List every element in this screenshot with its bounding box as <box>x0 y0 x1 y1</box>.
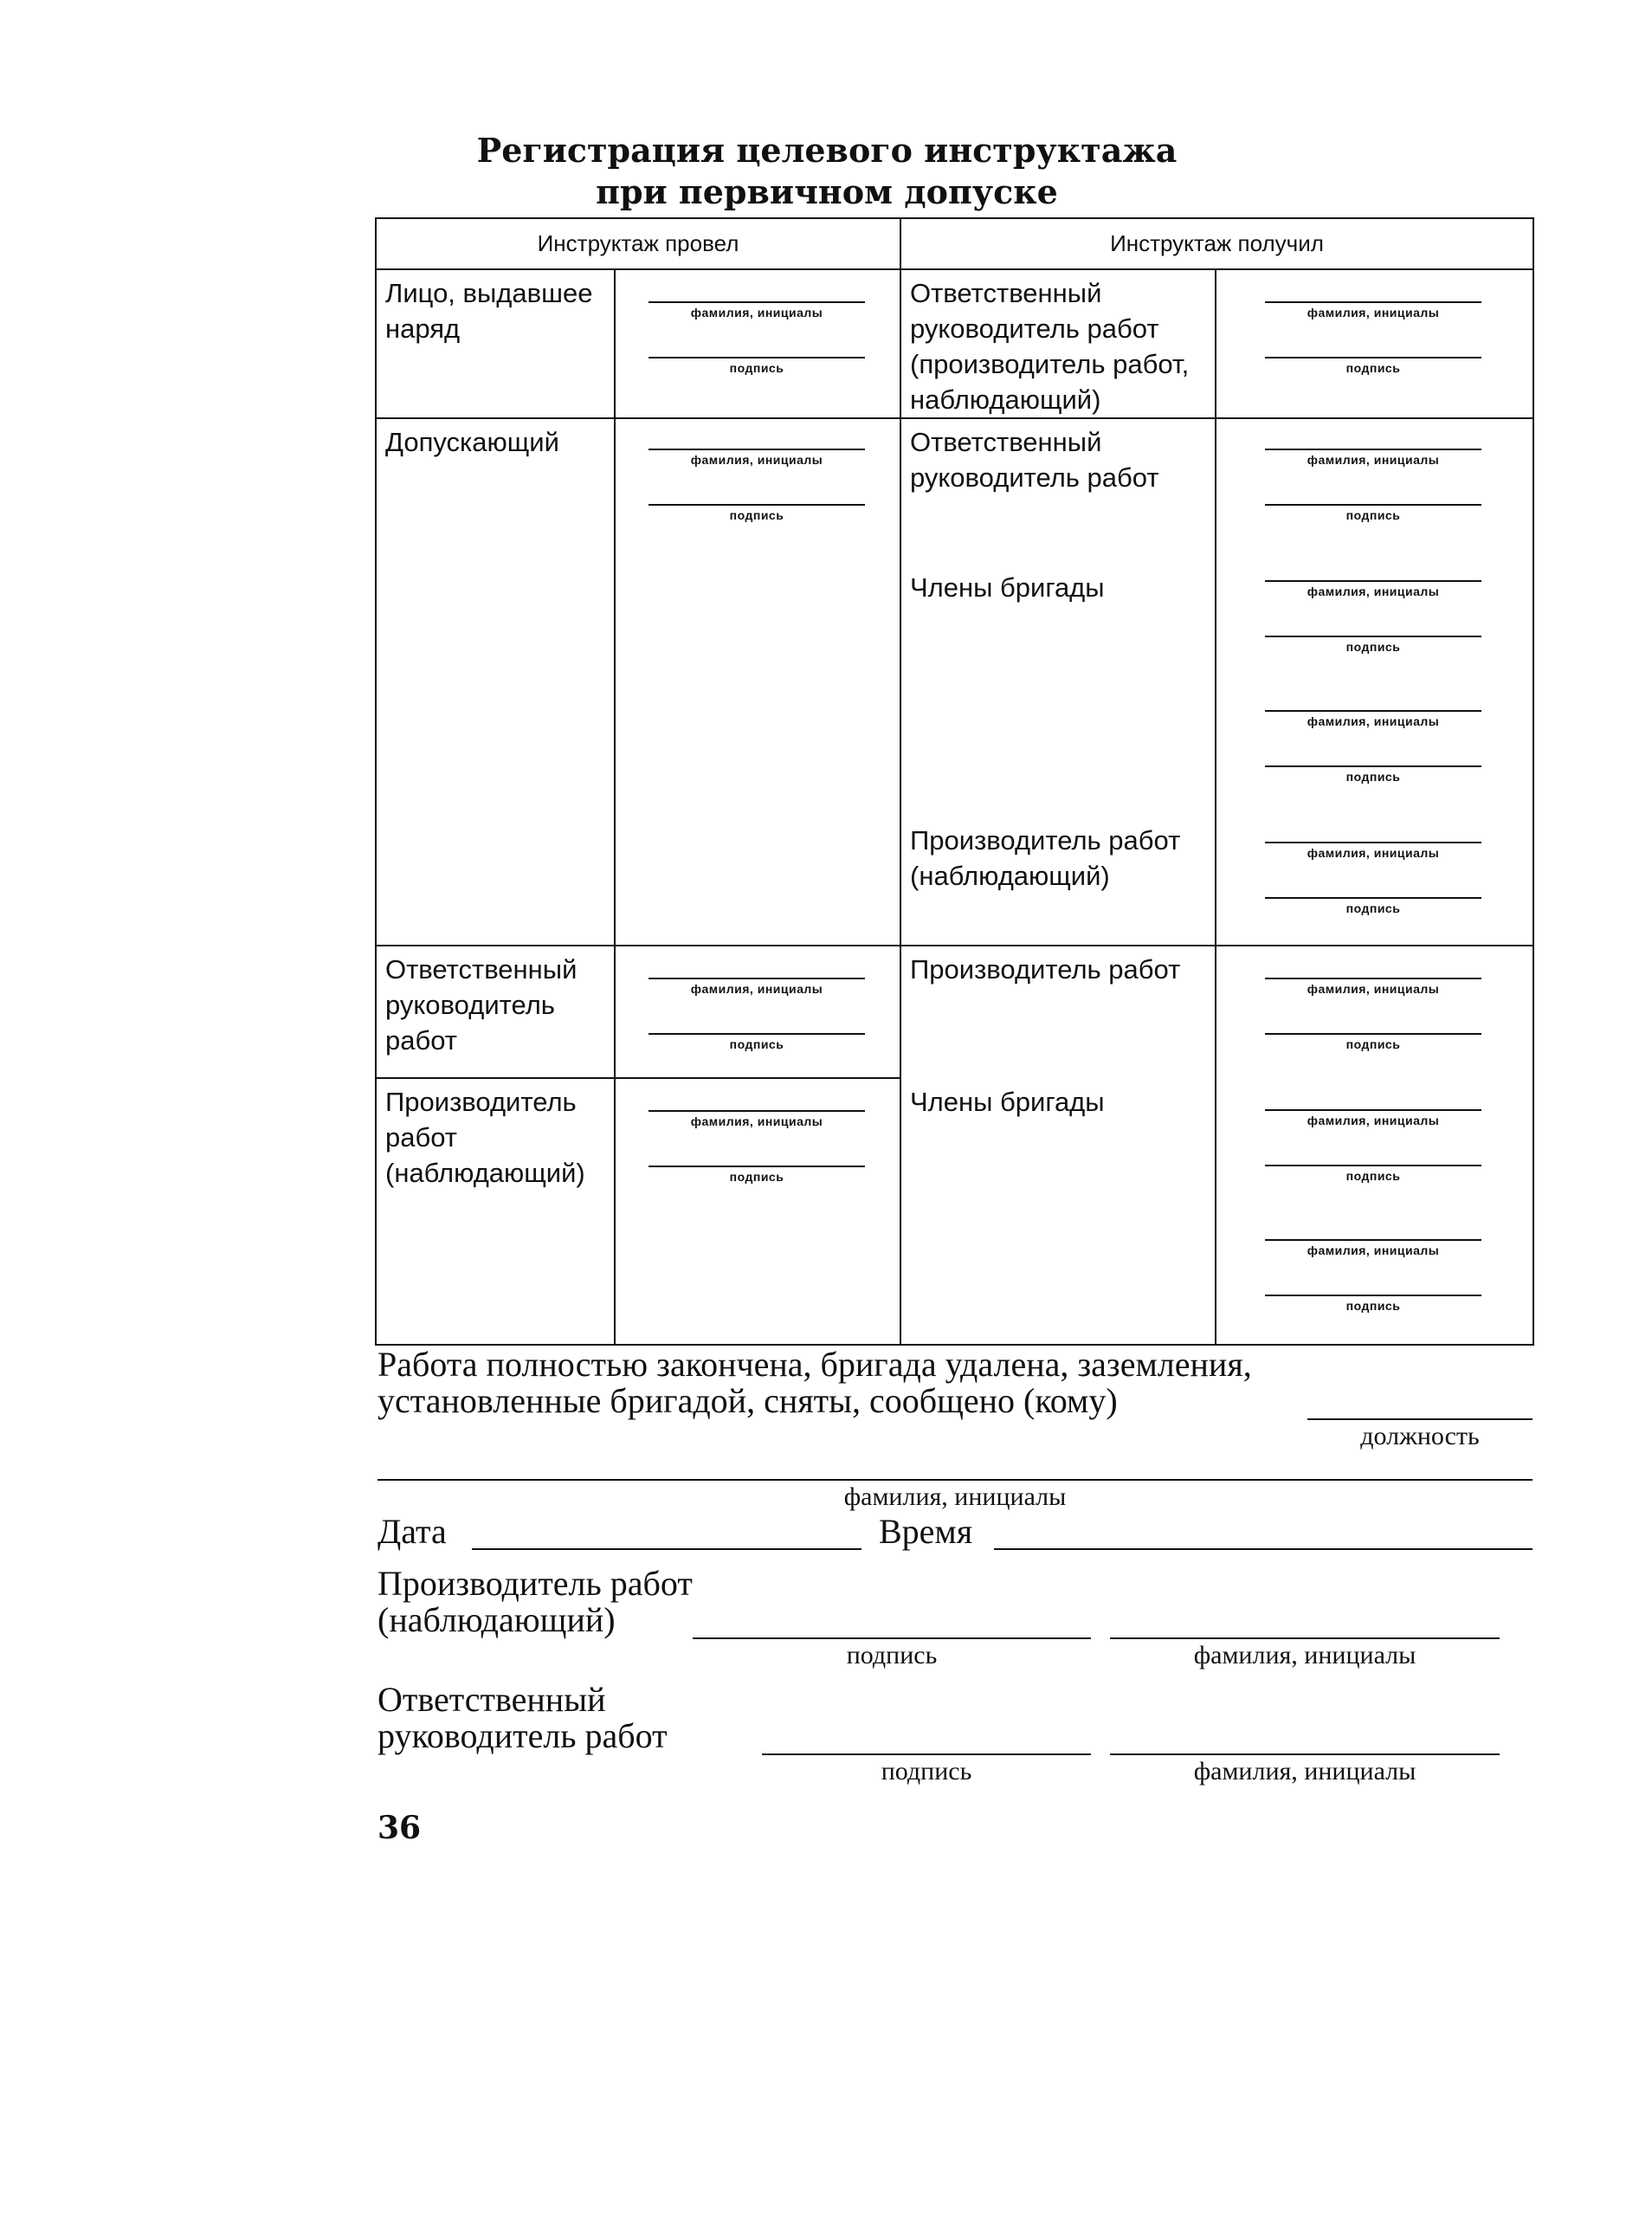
signature-caption: подпись <box>1345 361 1401 375</box>
position-caption: должность <box>1360 1422 1480 1450</box>
fio-caption: фамилия, инициалы <box>690 453 823 467</box>
fio-caption: фамилия, инициалы <box>1307 1243 1440 1257</box>
row1-right-signature-cell <box>1216 269 1533 418</box>
responsible-fio-field[interactable] <box>1110 1721 1500 1786</box>
row2-left-label: Допускающий <box>376 418 615 946</box>
signature-caption: подпись <box>1345 640 1401 654</box>
producer-fio-field[interactable] <box>1110 1605 1500 1670</box>
row3-right-label-1: Производитель работ <box>910 954 1181 985</box>
signature-caption: подпись <box>846 1641 938 1669</box>
signature-caption: подпись <box>1345 508 1401 522</box>
signature-field[interactable] <box>1265 610 1481 670</box>
signature-caption: подпись <box>1345 1037 1401 1051</box>
row2-right-signature-cell <box>1216 418 1533 946</box>
time-field[interactable] <box>994 1514 1533 1550</box>
fio-caption: фамилия, инициалы <box>690 1114 823 1128</box>
signature-caption: подпись <box>729 1037 784 1051</box>
signature-field[interactable] <box>649 478 865 539</box>
fio-field[interactable] <box>649 423 865 483</box>
fio-field[interactable] <box>649 1084 865 1145</box>
fio-field[interactable] <box>1265 423 1481 483</box>
fio-caption: фамилия, инициалы <box>1307 714 1440 728</box>
statement-line-1: Работа полностью закончена, бригада удалена, заземления, <box>378 1345 1252 1384</box>
date-field[interactable] <box>472 1514 861 1550</box>
signature-field[interactable] <box>1265 1139 1481 1199</box>
row3-left-label-2: Производитель работ (наблюдающий) <box>376 1078 615 1345</box>
producer-signature-field[interactable] <box>693 1605 1091 1670</box>
row2-right-labels-cell <box>900 418 1216 946</box>
responsible-signature-field[interactable] <box>762 1721 1091 1786</box>
signature-field[interactable] <box>649 1140 865 1200</box>
fio-caption: фамилия, инициалы <box>1307 584 1440 598</box>
fio-field[interactable] <box>1265 1083 1481 1144</box>
row2-right-label-2: Члены бригады <box>910 572 1105 603</box>
fio-caption: фамилия, инициалы <box>690 306 823 320</box>
signature-field[interactable] <box>1265 1269 1481 1329</box>
row1-left-signature-cell <box>615 269 900 418</box>
producer-label-1: Производитель работ <box>378 1564 693 1603</box>
briefing-table <box>375 217 1534 1346</box>
fio-field[interactable] <box>649 275 865 336</box>
signature-caption: подпись <box>881 1757 972 1786</box>
fio-caption: фамилия, инициалы <box>1307 1114 1440 1127</box>
signature-field[interactable] <box>649 1007 865 1068</box>
signature-field[interactable] <box>1265 1007 1481 1068</box>
fio-caption: фамилия, инициалы <box>1307 846 1440 860</box>
row3-left-label-1: Ответственный руководитель работ <box>376 946 615 1078</box>
header-conducted: Инструктаж провел <box>376 218 900 269</box>
fio-caption: фамилия, инициалы <box>1307 982 1440 996</box>
fio-field[interactable] <box>649 952 865 1012</box>
fio-full-field[interactable] <box>378 1472 1533 1512</box>
row1-right-label: Ответственный руководитель работ (производитель работ, наблюдающий) <box>900 269 1216 418</box>
fio-field[interactable] <box>1265 816 1481 876</box>
row1-left-label: Лицо, выдавшее наряд <box>376 269 615 418</box>
row2-right-label-1: Ответственный руководитель работ <box>910 427 1159 493</box>
title-line-1: Регистрация целевого инструктажа <box>476 131 1178 170</box>
fio-caption: фамилия, инициалы <box>843 1482 1067 1511</box>
date-label: Дата <box>378 1512 447 1551</box>
time-label: Время <box>879 1512 973 1551</box>
row3-right-label-2: Члены бригады <box>910 1087 1105 1117</box>
fio-caption: фамилия, инициалы <box>1307 453 1440 467</box>
signature-caption: подпись <box>1345 770 1401 784</box>
row3-right-labels-cell <box>900 946 1216 1345</box>
position-field[interactable] <box>1307 1385 1533 1451</box>
row3-right-signature-cell <box>1216 946 1533 1345</box>
header-received: Инструктаж получил <box>900 218 1533 269</box>
row3-left-signature-cell-1 <box>615 946 900 1078</box>
fio-caption: фамилия, инициалы <box>690 982 823 996</box>
signature-caption: подпись <box>1345 1169 1401 1183</box>
signature-caption: подпись <box>1345 901 1401 915</box>
signature-field[interactable] <box>1265 739 1481 800</box>
signature-caption: подпись <box>729 361 784 375</box>
fio-field[interactable] <box>1265 952 1481 1012</box>
row3-left-signature-cell-2 <box>615 1078 900 1345</box>
signature-caption: подпись <box>729 1170 784 1184</box>
fio-field[interactable] <box>1265 1213 1481 1274</box>
fio-field[interactable] <box>1265 554 1481 615</box>
responsible-label-2: руководитель работ <box>378 1716 668 1755</box>
signature-caption: подпись <box>1345 1299 1401 1313</box>
fio-field[interactable] <box>1265 684 1481 745</box>
page-number: 36 <box>378 1810 422 1846</box>
fio-caption: фамилия, инициалы <box>1193 1641 1416 1669</box>
signature-caption: подпись <box>729 508 784 522</box>
producer-label-2: (наблюдающий) <box>378 1600 616 1639</box>
signature-field[interactable] <box>1265 478 1481 539</box>
row2-right-label-3: Производитель работ (наблюдающий) <box>910 825 1181 891</box>
signature-field[interactable] <box>1265 871 1481 932</box>
responsible-label-1: Ответственный <box>378 1680 606 1719</box>
signature-field[interactable] <box>649 331 865 391</box>
fio-field[interactable] <box>1265 275 1481 336</box>
row2-left-signature-cell <box>615 418 900 946</box>
statement-line-2: установленные бригадой, сняты, сообщено (кому) <box>378 1381 1118 1420</box>
fio-caption: фамилия, инициалы <box>1193 1757 1416 1786</box>
fio-caption: фамилия, инициалы <box>1307 306 1440 320</box>
signature-field[interactable] <box>1265 331 1481 391</box>
title-line-2: при первичном допуске <box>596 172 1058 211</box>
